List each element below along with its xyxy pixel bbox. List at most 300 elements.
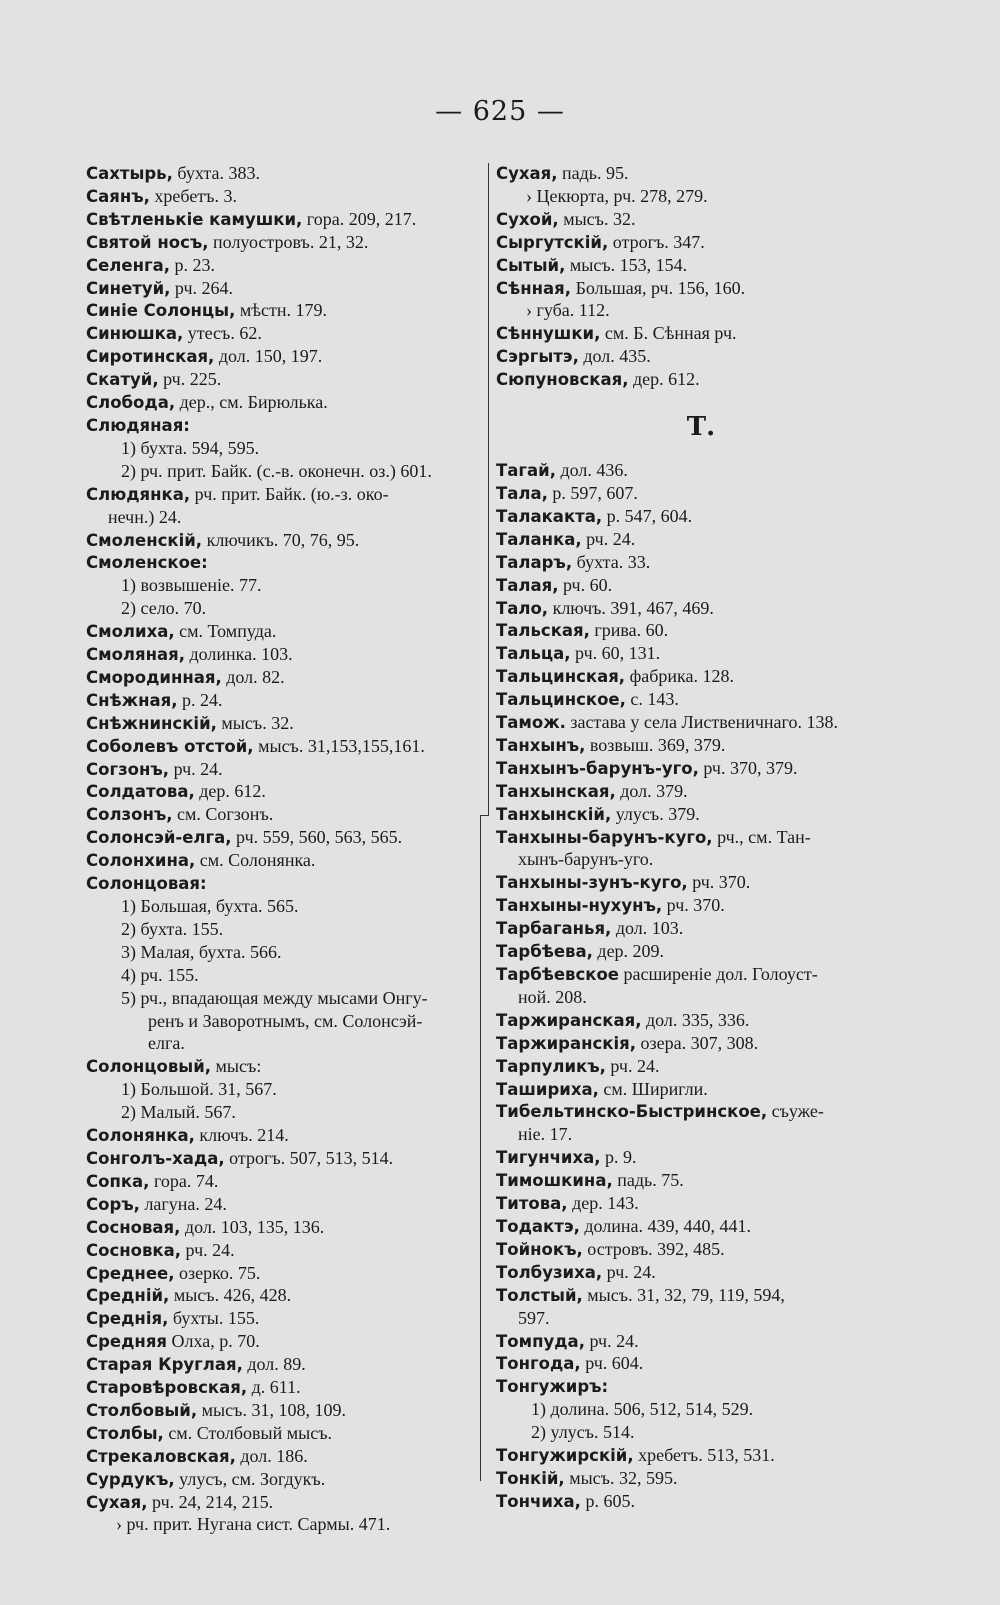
index-entry-term: Танхынская, [496,781,616,801]
index-entry-reference: 1) Большой. 31, 567. [121,1079,277,1100]
index-entry-reference: 1) бухта. 594, 595. [121,437,260,458]
index-entry-term: Смолиха, [86,622,175,642]
index-entry-term: Столбы, [86,1423,164,1443]
index-entry-term: Солонхина, [86,851,196,871]
index-entry-reference: ключикъ. 70, 76, 95. [202,529,360,550]
index-entry [86,1446,486,1469]
index-entry-reference: см. Согзонъ. [172,804,274,825]
index-entry [496,689,906,712]
index-entry-reference: рч. 24. [602,1261,656,1282]
index-entry-reference: 2) улусъ. 514. [531,1422,635,1443]
index-entry-term: Стрекаловская, [86,1446,236,1466]
index-entry-reference: см. Томпуда. [174,621,277,642]
index-entry-reference: фабрика. 128. [625,666,734,687]
index-entry [496,300,906,323]
index-entry-reference: см. Столбовый мысъ. [163,1422,332,1443]
index-entry-term: Тала, [496,483,548,503]
index-entry-term: Сурдукъ, [86,1469,175,1489]
index-entry-term: Смоленское: [86,553,208,573]
index-entry-reference: ключъ. 391, 467, 469. [548,597,714,618]
index-entry-reference: мѣстн. 179. [235,300,328,321]
index-entry [86,1400,486,1423]
index-entry-reference: 4) рч. 155. [121,964,199,985]
index-entry-reference: 5) рч., впадающая между мысами Онгу- [121,987,428,1008]
index-entry-term: Тонгода, [496,1354,581,1374]
index-entry [86,690,486,713]
index-entry [496,1239,906,1262]
index-entry [496,1010,906,1033]
index-entry [496,1170,906,1193]
index-entry-term: Томпуда, [496,1331,585,1351]
index-entry-term: Солонянка, [86,1126,195,1146]
index-entry-term: Сыргутскій, [496,232,609,252]
index-entry-term: Титова, [496,1194,568,1214]
index-entry [86,1377,486,1400]
index-entry-reference: дол. 436. [555,460,628,481]
index-entry-reference: расширеніе дол. Голоуст- [619,964,818,984]
index-entry-reference: мысъ: [211,1056,262,1077]
index-entry [86,827,486,850]
index-entry-reference: р. 23. [170,254,215,275]
index-entry-term: Смоленскій, [86,530,203,550]
index-entry [496,369,906,392]
index-entry [86,1171,486,1194]
index-entry-reference: р. 597, 607. [547,482,638,503]
index-entry-reference: долина. 439, 440, 441. [579,1215,752,1236]
index-entry-term: Слобода, [86,393,176,413]
index-entry-term: Тарбаганья, [496,919,612,939]
index-entry [86,1263,486,1286]
index-entry-reference: рч. прит. Байк. (ю.-з. око- [190,483,389,504]
index-entry-term: Среднее, [86,1263,175,1283]
index-entry-reference: гора. 74. [149,1170,219,1191]
index-entry [86,1469,486,1492]
index-entry-term: Таларъ, [496,552,573,572]
index-entry-reference: отрогъ. 347. [608,231,705,252]
index-entry-term: Танхыны-зунъ-куго, [496,873,688,893]
index-entry-term: Старая Круглая, [86,1355,243,1375]
index-entry [86,1011,486,1034]
index-entry [86,186,486,209]
index-entry [86,530,486,553]
index-entry-reference: р. 547, 604. [602,505,693,526]
index-entry-reference: долинка. 103. [185,644,293,665]
index-column-right [496,163,906,1514]
index-entry [86,300,486,323]
index-entry-term: Сытый, [496,255,566,275]
index-entry-reference: рч. 24, 214, 215. [147,1491,274,1512]
index-entry-reference: падь. 75. [612,1170,684,1191]
index-entry-term: Танхыны-барунъ-куго, [496,827,713,847]
index-entry [86,163,486,186]
index-entry-reference: бухта. 383. [172,163,260,183]
index-entry-reference: с. 143. [625,689,679,710]
index-entry-reference: хынъ-барунъ-уго. [518,849,654,870]
index-entry-term: Тало, [496,598,549,618]
index-entry [86,323,486,346]
index-entry [86,644,486,667]
index-entry-term: Сосновка, [86,1240,182,1260]
index-entry-reference: дер. 143. [567,1193,639,1214]
index-entry-term: Тарпуликъ, [496,1056,606,1076]
index-entry-reference: › губа. 112. [526,300,610,321]
index-entry [86,552,486,575]
index-entry-term: Тодактэ, [496,1216,580,1236]
index-entry-term: Сухая, [86,1492,148,1512]
index-entry-term: Смоляная, [86,645,186,665]
index-entry [86,1285,486,1308]
index-entry-reference: д. 611. [247,1377,301,1398]
index-entry-reference: рч., см. Тан- [712,826,811,847]
index-entry [86,965,486,988]
index-entry [496,987,906,1010]
index-entry-reference: дер. 612. [628,369,700,390]
index-entry [496,1422,906,1445]
index-entry [86,1492,486,1515]
index-entry-term: Скатуй, [86,370,159,390]
index-entry-term: Тонгужирскій, [496,1446,634,1466]
index-entry-term: Святой носъ, [86,232,209,252]
index-entry-term: Толстый, [496,1285,583,1305]
index-entry [496,255,906,278]
index-entry-reference: озерко. 75. [174,1262,261,1283]
index-entry-reference: дол. 82. [221,666,285,687]
index-entry [86,392,486,415]
index-entry [86,461,486,484]
index-entry [496,232,906,255]
index-entry [496,781,906,804]
index-entry [496,872,906,895]
index-entry-term: Слюдянка, [86,484,191,504]
index-entry [496,506,906,529]
index-entry-term: Солонцовый, [86,1057,212,1077]
index-entry [86,598,486,621]
index-entry [86,484,486,507]
index-entry [86,736,486,759]
index-entry-reference: ной. 208. [518,986,587,1007]
index-entry-term: Солонцовая: [86,874,207,894]
index-entry [86,346,486,369]
index-entry-reference: рч. 24. [581,528,636,549]
index-entry [496,1101,906,1124]
index-entry [496,598,906,621]
index-entry-term: Снѣжная, [86,690,178,710]
index-entry-term: Тагай, [496,461,556,481]
index-entry-term: Сѣннушки, [496,324,601,344]
index-entry-term: Таланка, [496,529,582,549]
index-entry-term: Танхынъ-барунъ-уго, [496,758,699,778]
index-entry [496,1079,906,1102]
index-entry [86,438,486,461]
index-entry-reference: дол. 379. [615,780,688,801]
index-entry-reference: ключъ. 214. [194,1125,289,1146]
index-entry-reference: улусъ, см. Зогдукъ. [174,1468,326,1489]
index-list-s-continued [496,163,906,392]
page-number: — 625 — [435,96,565,127]
index-entry-reference: бухты. 155. [168,1308,260,1329]
index-entry-reference: застава у села Лиственичнаго. 138. [565,712,838,733]
index-entry-reference: хребетъ. 3. [149,185,237,206]
index-entry [496,1216,906,1239]
index-entry [496,1193,906,1216]
index-entry-reference: дер. 612. [194,781,266,802]
index-entry-term: Слюдяная: [86,415,190,435]
index-entry-reference: дер., см. Бирюлька. [175,392,328,413]
index-entry [86,759,486,782]
index-entry-reference: озера. 307, 308. [636,1032,759,1053]
index-entry [496,1353,906,1376]
index-entry-reference: 597. [518,1307,550,1328]
index-entry-term: Синетуй, [86,278,171,298]
index-entry-term: Тибельтинско-Быстринское, [496,1102,768,1122]
index-entry [496,1033,906,1056]
index-entry [496,1308,906,1331]
index-entry-term: Соръ, [86,1194,140,1214]
index-entry [86,415,486,438]
section-heading-t: Т. [686,412,716,443]
index-entry-term: Старовѣровская, [86,1378,248,1398]
index-entry-reference: рч. 370, 379. [698,757,798,778]
index-entry-reference: бухта. 33. [572,551,651,572]
index-entry [86,1194,486,1217]
index-entry [496,1376,906,1399]
index-entry [496,209,906,232]
index-entry-term: Танхыны-нухунъ, [496,896,663,916]
index-entry-reference: Большая, рч. 156, 160. [571,277,746,298]
index-entry [86,804,486,827]
index-column-left [86,163,486,1537]
index-entry-reference: нечн.) 24. [108,506,182,527]
index-entry-reference: мысъ. 153, 154. [565,254,688,275]
index-entry [496,804,906,827]
index-entry-term: Тойнокъ, [496,1239,583,1259]
index-entry-reference: дол. 103, 135, 136. [180,1216,325,1237]
index-entry-term: Тарбѣевское [496,965,620,984]
index-entry [496,964,906,987]
index-entry-term: Средній, [86,1286,170,1306]
index-entry-reference: рч. 24. [584,1330,639,1351]
index-entry-reference: рч. 225. [158,369,222,390]
index-entry-term: Таржиранская, [496,1010,642,1030]
index-entry [496,1285,906,1308]
index-entry-reference: рч. 264. [170,277,234,298]
index-entry-term: Селенга, [86,255,170,275]
column-divider [488,163,489,815]
index-entry-term: Свѣтленькіе камушки, [86,209,303,229]
index-entry [86,667,486,690]
index-entry-term: Сиротинская, [86,347,215,367]
index-entry [86,575,486,598]
index-entry-reference: 1) Большая, бухта. 565. [121,896,299,916]
index-entry-reference: падь. 95. [557,163,629,183]
index-entry-reference: дол. 89. [242,1354,306,1375]
index-entry-reference: дол. 186. [235,1445,308,1466]
index-entry-reference: рч. 24. [605,1055,660,1076]
index-entry [496,712,906,735]
index-entry-term: Танхынскій, [496,804,612,824]
index-entry-term: Саянъ, [86,186,150,206]
index-entry-reference: съуже- [767,1101,824,1122]
index-entry [496,827,906,850]
index-entry-reference: полуостровъ. 21, 32. [208,231,369,252]
index-entry [86,1423,486,1446]
index-entry-reference: рч. 24. [169,758,223,779]
index-entry-reference: 1) долина. 506, 512, 514, 529. [531,1399,754,1420]
index-list-t [496,460,906,1514]
index-entry [496,529,906,552]
index-entry [496,1331,906,1354]
index-entry [496,1468,906,1491]
index-entry-reference: см. Б. Сѣнная рч. [600,323,737,344]
index-entry [86,369,486,392]
index-entry [86,713,486,736]
index-entry [86,278,486,301]
index-entry-reference: мысъ. 32. [216,712,294,733]
index-entry [496,1056,906,1079]
index-entry-reference: утесъ. 62. [183,323,262,344]
index-entry-reference: мысъ. 32. [558,208,636,229]
index-entry-reference: 2) Малый. 567. [121,1102,236,1123]
index-entry-term: Тонгужиръ: [496,1377,609,1397]
index-entry-reference: рч. 559, 560, 563, 565. [231,827,403,848]
index-entry-reference: отрогъ. 507, 513, 514. [224,1147,394,1168]
index-entry-reference: лагуна. 24. [139,1193,227,1214]
index-entry [496,460,906,483]
index-entry-reference: дол. 150, 197. [214,346,323,367]
index-entry-term: Сухая, [496,164,558,183]
index-entry-term: Тальцинская, [496,667,626,687]
index-entry-term: Сэргытэ, [496,347,579,367]
index-entry-reference: 3) Малая, бухта. 566. [121,941,282,962]
index-entry-term: Ташириха, [496,1079,599,1099]
index-entry-reference: дол. 103. [611,918,684,939]
index-entry [86,507,486,530]
index-entry [496,643,906,666]
index-entry-term: Тальская, [496,621,590,641]
index-entry-reference: мысъ. 31, 32, 79, 119, 594, [582,1284,785,1305]
index-entry [496,849,906,872]
index-entry-term: Синюшка, [86,324,184,344]
index-entry-term: Тимошкина, [496,1171,613,1191]
index-entry-reference: › Цекюрта, рч. 278, 279. [526,185,708,206]
index-entry [86,1102,486,1125]
index-entry-reference: р. 24. [177,689,223,710]
index-entry [86,1079,486,1102]
index-entry-reference: елга. [148,1033,185,1054]
index-entry-term: Тамож. [496,713,566,733]
index-entry [86,850,486,873]
index-entry [496,895,906,918]
index-entry-reference: 2) рч. прит. Байк. (с.-в. оконечн. оз.) 601. [121,460,432,481]
index-entry-term: Тарбѣева, [496,942,593,962]
index-entry-reference: мысъ. 426, 428. [169,1285,292,1306]
index-entry-term: Сопка, [86,1171,150,1191]
index-entry-term: Талакакта, [496,506,603,526]
index-entry [496,918,906,941]
index-entry-reference: рч. 24. [181,1239,235,1260]
index-entry-term: Среднія, [86,1309,169,1329]
index-entry-term: Сѣнная, [496,278,572,298]
index-entry [86,919,486,942]
index-entry-reference: рч. 60. [558,574,613,595]
index-entry [86,209,486,232]
index-entry [86,1148,486,1171]
index-entry-term: Сонголъ-хада, [86,1148,225,1168]
index-entry-reference: мысъ. 31, 108, 109. [197,1399,346,1420]
index-entry-reference: см. Ширигли. [598,1078,708,1099]
index-entry-reference: 2) бухта. 155. [121,918,224,939]
index-entry-term: Сюпуновская, [496,370,629,390]
index-entry [86,988,486,1011]
index-entry [496,620,906,643]
index-entry-reference: мысъ. 32, 595. [564,1467,678,1488]
index-entry [86,1217,486,1240]
index-entry [496,323,906,346]
index-entry-term: Соболевъ отстой, [86,736,254,756]
index-entry-term: Тигунчиха, [496,1148,601,1168]
index-entry-reference: 2) село. 70. [121,598,207,619]
index-entry [496,163,906,186]
index-entry [86,1308,486,1331]
index-entry-reference: ніе. 17. [518,1124,573,1145]
index-entry-reference: грива. 60. [589,620,669,641]
index-entry [86,1033,486,1056]
index-entry-term: Солонсэй-елга, [86,828,232,848]
index-entry-reference: 1) возвышеніе. 77. [121,575,262,596]
index-entry [496,1124,906,1147]
index-entry-reference: улусъ. 379. [611,803,700,824]
index-entry [496,1399,906,1422]
index-entry-reference: р. 605. [580,1490,635,1511]
index-entry-reference: хребетъ. 513, 531. [633,1445,775,1466]
index-entry-term: Тончиха, [496,1491,581,1511]
index-entry [496,1445,906,1468]
index-entry [86,942,486,965]
index-entry-term: Толбузиха, [496,1262,603,1282]
index-entry [496,278,906,301]
index-entry-term: Тальца, [496,644,571,664]
index-entry-reference: дол. 335, 336. [641,1009,750,1030]
index-entry-reference: дол. 435. [578,346,651,367]
index-entry-reference: › рч. прит. Нугана сист. Сармы. 471. [116,1514,391,1535]
index-entry [86,621,486,644]
index-entry-reference: рч. 370. [687,872,751,893]
index-entry-reference: ренъ и Заворотнымъ, см. Солонсэй- [148,1010,423,1031]
index-entry [496,1147,906,1170]
index-entry [496,186,906,209]
index-entry-reference: рч. 604. [580,1353,644,1374]
index-entry-term: Талая, [496,575,559,595]
index-entry [86,1240,486,1263]
index-entry [86,1125,486,1148]
index-entry [86,1056,486,1079]
index-entry-term: Сухой, [496,209,559,229]
index-entry-term: Смородинная, [86,667,222,687]
index-entry-reference: рч. 370. [662,895,725,916]
index-entry [86,1514,486,1537]
index-entry-reference: р. 9. [600,1147,637,1168]
index-entry-term: Столбовый, [86,1400,198,1420]
index-entry [496,575,906,598]
index-entry-term: Солзонъ, [86,805,173,825]
index-entry-reference: рч. 60, 131. [570,643,661,664]
index-entry [86,896,486,919]
index-entry-term: Снѣжнинскій, [86,713,217,733]
index-entry-term: Средняя [86,1332,168,1352]
index-entry [86,1354,486,1377]
index-entry-term: Таржиранскія, [496,1033,637,1053]
index-entry-reference: гора. 209, 217. [302,208,417,229]
